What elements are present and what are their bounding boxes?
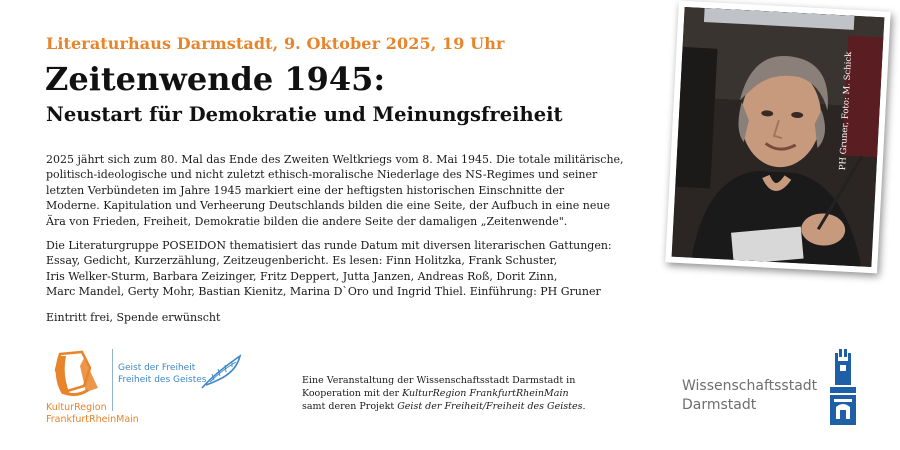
kulturregion-line1: KulturRegion — [46, 402, 107, 413]
darmstadt-crest-icon — [826, 347, 860, 429]
wissenschaftsstadt-line2: Darmstadt — [682, 397, 757, 413]
page-title: Zeitenwende 1945: — [45, 60, 386, 98]
organizer-line-text: Kooperation mit der — [302, 388, 403, 399]
geist-der-freiheit-logo-text — [118, 362, 206, 386]
readers-line: Marc Mandel, Gerty Mohr, Bastian Kienitz, Marina D`Oro und Ingrid Thiel. Einführung: PH Gruner — [46, 285, 601, 299]
kulturregion-line2: FrankfurtRheinMain — [46, 414, 139, 425]
intro-line: Ära von Frieden, Freiheit, Demokratie bilden die andere Seite der damaligen „Zeitenwende". — [46, 214, 568, 228]
portrait-photo — [665, 1, 890, 274]
organizer-line-end: . — [582, 401, 586, 412]
wissenschaftsstadt-logo-text — [682, 377, 817, 415]
geist-line2: Freiheit des Geistes — [118, 375, 207, 385]
admission-note: Eintritt frei, Spende erwünscht — [46, 311, 221, 324]
portrait-illustration — [672, 7, 885, 267]
feather-icon — [196, 352, 246, 392]
readers-line: Die Literaturgruppe POSEIDON thematisiert das runde Datum mit diversen literarischen Gattungen: — [46, 239, 612, 252]
intro-line: letzten Verbündeten im Jahre 1945 markiert eine der heftigsten historischen Einschnitte der — [46, 183, 565, 197]
intro-paragraph — [46, 152, 624, 229]
organizer-note — [302, 374, 602, 413]
kulturregion-logo-text — [46, 402, 139, 426]
organizer-line-text: samt deren Projekt — [302, 401, 398, 412]
organizer-line: Eine Veranstaltung der Wissenschaftsstadt Darmstadt in — [302, 375, 576, 386]
wissenschaftsstadt-line1: Wissenschaftsstadt — [682, 378, 818, 394]
readers-paragraph — [46, 238, 616, 300]
readers-line: Iris Welker-Sturm, Barbara Zeizinger, Fritz Deppert, Jutta Janzen, Andreas Roß, Dorit Zinn, — [46, 269, 558, 283]
organizer-project-name: Geist der Freiheit/Freiheit des Geistes — [397, 401, 583, 412]
intro-line: 2025 jährt sich zum 80. Mal das Ende des Zweiten Weltkriegs vom 8. Mai 1945. Die totale militärische, — [46, 153, 624, 166]
geist-line1: Geist der Freiheit — [118, 363, 196, 373]
organizer-line — [302, 387, 602, 400]
page-subtitle: Neustart für Demokratie und Meinungsfreiheit — [46, 103, 563, 126]
logo-divider — [112, 349, 113, 411]
organizer-partner-name: KulturRegion FrankfurtRheinMain — [402, 388, 569, 399]
intro-line: Moderne. Kapitulation und Verheerung Deutschlands bilden die eine Seite, der Aufbuch in eine neue — [46, 199, 610, 213]
event-header: Literaturhaus Darmstadt, 9. Oktober 2025, 19 Uhr — [46, 34, 505, 53]
intro-line: politisch-ideologische und nicht zuletzt ethisch-moralische Niederlage des NS-Regimes und seiner — [46, 168, 598, 182]
portrait-image — [672, 7, 885, 267]
readers-line: Essay, Gedicht, Kurzerzählung, Zeitzeugenbericht. Es lesen: Finn Holitzka, Frank Schuster, — [46, 254, 558, 268]
photo-credit: PH Gruner, Foto: M. Schick — [838, 51, 855, 171]
organizer-line — [302, 400, 602, 413]
